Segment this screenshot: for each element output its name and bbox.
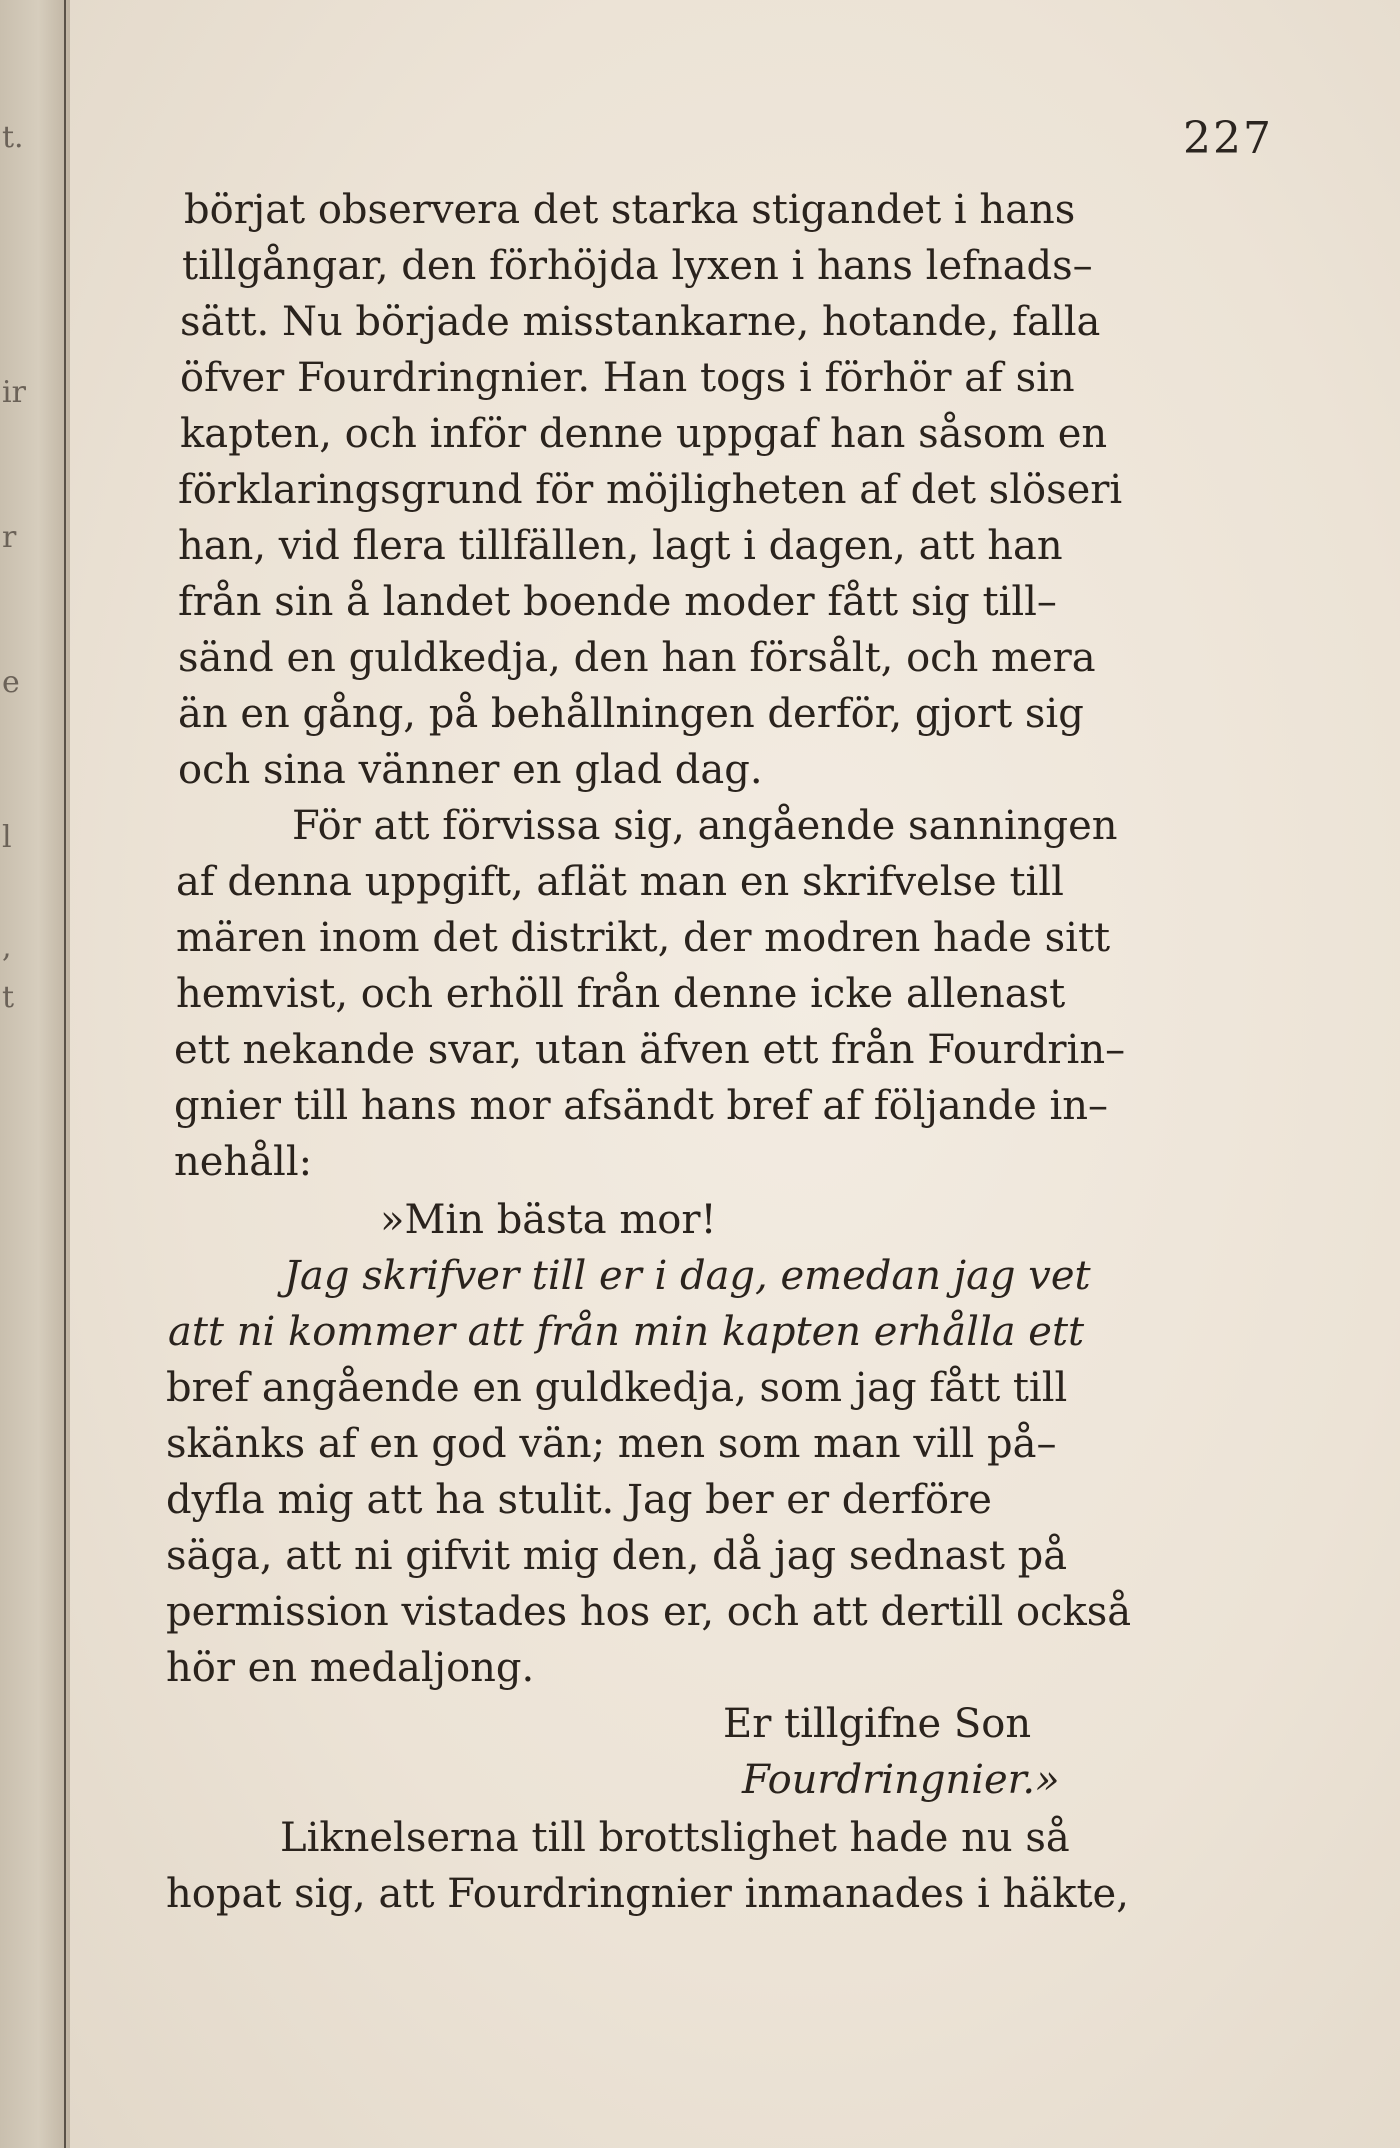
text-line: och sina vänner en glad dag. [178,747,763,793]
text-line: än en gång, på behållningen derför, gjort sig [178,691,1084,737]
bleed-through-text: r [2,520,17,555]
letter-line: att ni kommer att från min kapten erhålla ett [168,1309,1085,1355]
book-gutter [0,0,70,2148]
letter-line: dyfla mig att ha stulit. Jag ber er derföre [166,1477,992,1523]
gutter-fold-line [64,0,66,2148]
text-line: gnier till hans mor afsändt bref af följande in– [174,1083,1109,1129]
text-line: af denna uppgift, aflät man en skrifvelse till [176,859,1064,905]
text-line: kapten, och inför denne uppgaf han såsom en [180,411,1108,457]
text-line: nehåll: [174,1139,313,1185]
letter-line: skänks af en god vän; men som man vill på– [166,1421,1057,1467]
letter-line: bref angående en guldkedja, som jag fått till [166,1365,1068,1411]
text-line: från sin å landet boende moder fått sig till– [178,579,1057,625]
bleed-through-text: ir [2,375,26,410]
bleed-through-text: , [2,930,12,965]
text-line: tillgångar, den förhöjda lyxen i hans lefnads– [182,243,1093,289]
text-line: hemvist, och erhöll från denne icke allenast [176,971,1066,1017]
bleed-through-text: t. [2,120,24,155]
text-line: börjat observera det starka stigandet i hans [184,187,1076,233]
letter-line: permission vistades hos er, och att dertill också [166,1589,1132,1635]
page-number: 227 [1183,113,1273,164]
letter-line: säga, att ni gifvit mig den, då jag sednast på [166,1533,1068,1579]
text-line: sätt. Nu började misstankarne, hotande, falla [180,299,1101,345]
bleed-through-text: t [2,980,15,1015]
text-line: mären inom det distrikt, der modren hade sitt [176,915,1111,961]
book-page [70,0,1400,2148]
letter-line: hör en medaljong. [166,1645,535,1691]
text-line: hopat sig, att Fourdringnier inmanades i häkte, [166,1871,1129,1917]
text-line: ett nekande svar, utan äfven ett från Fourdrin– [174,1027,1126,1073]
text-line: förklaringsgrund för möjligheten af det slöseri [178,467,1123,513]
text-line: öfver Fourdringnier. Han togs i förhör af sin [180,355,1075,401]
letter-signoff: Er tillgifne Son [723,1701,1032,1747]
letter-line: Jag skrifver till er i dag, emedan jag vet [284,1253,1091,1299]
text-line: »Min bästa mor! [380,1197,717,1243]
text-line: För att förvissa sig, angående sanningen [292,803,1118,849]
text-line: Liknelserna till brottslighet hade nu så [280,1815,1070,1861]
text-line: sänd en guldkedja, den han försålt, och mera [178,635,1096,681]
bleed-through-text: l [2,820,12,855]
bleed-through-text: e [2,665,20,700]
text-line: han, vid flera tillfällen, lagt i dagen, att han [178,523,1063,569]
letter-signature: Fourdringnier.» [742,1757,1060,1803]
